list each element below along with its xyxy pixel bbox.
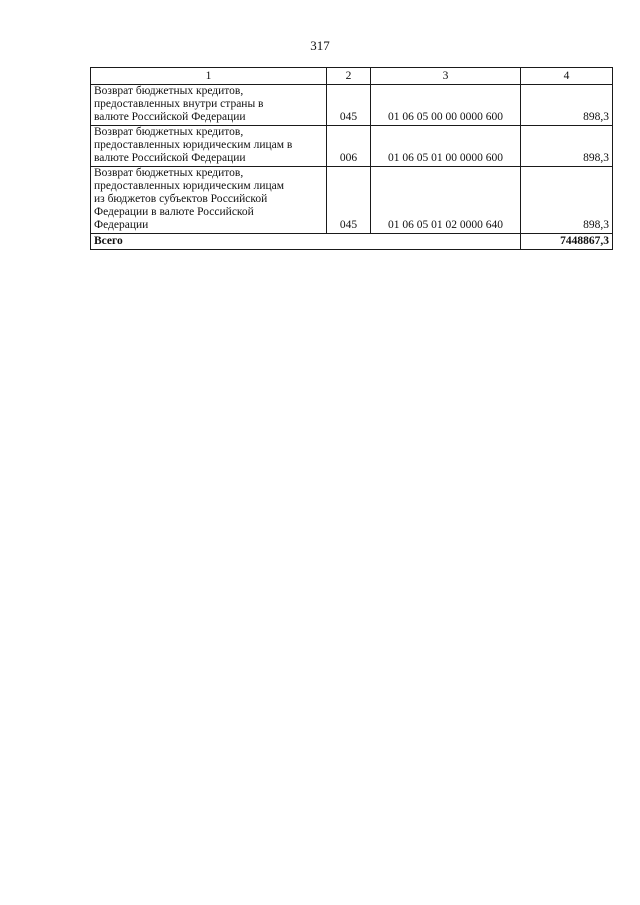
table-row xyxy=(91,85,613,126)
total-row xyxy=(91,234,613,250)
row-classification: 01 06 05 01 02 0000 640 xyxy=(371,167,521,234)
row-classification: 01 06 05 01 00 0000 600 xyxy=(371,126,521,167)
table-row xyxy=(91,126,613,167)
row-name-line: предоставленных внутри страны в xyxy=(94,98,264,110)
row-amount: 898,3 xyxy=(521,167,613,234)
table-row xyxy=(91,167,613,234)
row-amount: 898,3 xyxy=(521,126,613,167)
row-name-line: Федерации xyxy=(94,219,149,231)
row-name-line: Возврат бюджетных кредитов, xyxy=(94,126,244,138)
row-code: 045 xyxy=(327,167,371,234)
row-name-line: Возврат бюджетных кредитов, xyxy=(94,167,244,179)
row-name-line: предоставленных юридическим лицам в xyxy=(94,139,293,151)
header-row xyxy=(91,68,613,85)
row-name-line: Возврат бюджетных кредитов, xyxy=(94,85,244,97)
row-name-line: из бюджетов субъектов Российской xyxy=(94,193,268,205)
row-name-line: Федерации в валюте Российской xyxy=(94,206,254,218)
column-header-3: 3 xyxy=(371,68,521,85)
row-name-line: валюте Российской Федерации xyxy=(94,152,246,164)
row-name xyxy=(91,85,327,126)
row-code: 045 xyxy=(327,85,371,126)
column-header-2: 2 xyxy=(327,68,371,85)
column-header-1: 1 xyxy=(91,68,327,85)
row-name-line: валюте Российской Федерации xyxy=(94,111,246,123)
row-classification: 01 06 05 00 00 0000 600 xyxy=(371,85,521,126)
row-name xyxy=(91,167,327,234)
column-header-4: 4 xyxy=(521,68,613,85)
total-amount: 7448867,3 xyxy=(521,234,613,250)
row-name xyxy=(91,126,327,167)
budget-table xyxy=(90,67,613,250)
page-number: 317 xyxy=(310,38,330,53)
row-amount: 898,3 xyxy=(521,85,613,126)
row-code: 006 xyxy=(327,126,371,167)
total-label: Всего xyxy=(91,234,521,250)
row-name-line: предоставленных юридическим лицам xyxy=(94,180,285,192)
